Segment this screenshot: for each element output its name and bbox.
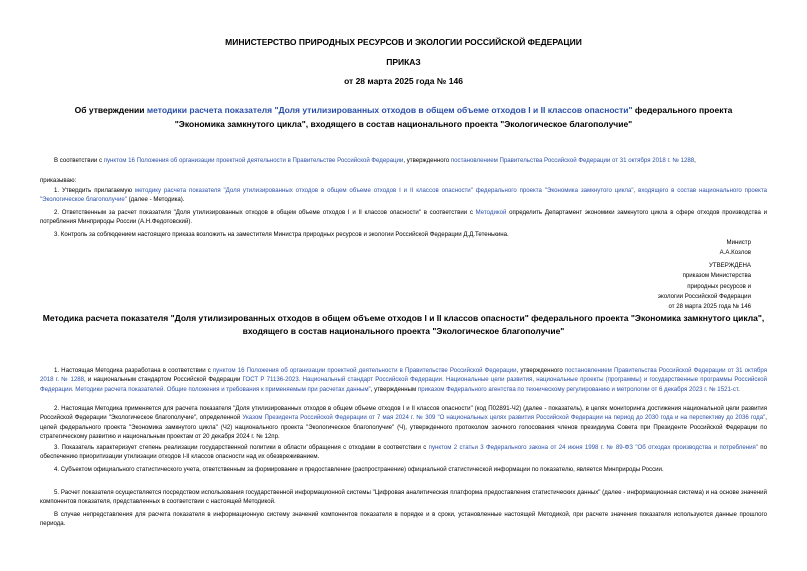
- methodology-item-1-link-gost[interactable]: ГОСТ Р 71136-2023. Национальный стандарт Российской Федерации. Национальные цели развития, национальные проекты (программы) и государственные программы Российской Федерации. Методики расчета показателей. Общие положения и требования к применяемым при расчетах данным": [40, 376, 767, 393]
- order-item-2-text-b: определить Департамент экономики замкнутого цикла в сфере отходов производства и потребления Минприроды России (А.Н.Федотовский).: [40, 209, 768, 226]
- doc-type-heading: ПРИКАЗ: [386, 57, 421, 67]
- order-item-1: [40, 186, 767, 205]
- preamble-link-decree[interactable]: постановлением Правительства Российской Федерации от 31 октября 2018 г. № 1288: [450, 157, 695, 164]
- signature-position: Министр: [726, 239, 751, 246]
- approval-line-2: приказом Министерства: [682, 272, 751, 280]
- methodology-item-1: [40, 366, 767, 394]
- approval-line-3: природных ресурсов и: [687, 282, 751, 290]
- methodology-item-5: 5. Расчет показателя осуществляется посредством использования государственной информационной системы "Цифровая аналитическая платформа предоставления статистических данных" (далее - информационная система) и на основе значений компонентов показателя, представленных в соответствии с настоящей Методикой.: [40, 489, 767, 506]
- order-item-1-text-b: (далее - Методика).: [126, 196, 185, 204]
- order-item-1-link[interactable]: методику расчета показателя "Доля утилизированных отходов в общем объеме отходов I и II классов опасности" федерального проекта "Экономика замкнутого цикла", входящего в состав национального проекта "Экологическое благополучие": [40, 187, 767, 204]
- date-number-heading: от 28 марта 2025 года № 146: [344, 76, 463, 86]
- approval-line-1: УТВЕРЖДЕНА: [708, 262, 751, 269]
- approval-line-4: экологии Российской Федерации: [657, 292, 751, 300]
- methodology-item-1-link-order[interactable]: приказом Федерального агентства по техническому регулированию и метрологии от 6 декабря 2023 г. № 1521-ст: [417, 385, 739, 393]
- methodology-item-2-text-b: , целей федерального проекта "Экономика замкнутого цикла" (Ч2) национального проекта "Экологическое благополучие" (Ч), утвержденного протоколом заочного голосования членов президиума Совета при Президенте Российской Федерации по стратегическому развитию и национальным проектам от 20 декабря 2024 г. № 12пр.: [40, 414, 767, 440]
- order-word: приказываю:: [40, 177, 77, 184]
- order-item-2: [40, 208, 767, 227]
- order-item-1-text-a: 1. Утвердить прилагаемую: [54, 187, 135, 194]
- signature-block: [491, 238, 751, 259]
- order-title-prefix: Об утверждении: [74, 105, 147, 115]
- preamble-link-regulation[interactable]: пунктом 16 Положения об организации проектной деятельности в Правительстве Российской Федерации: [103, 157, 404, 164]
- preamble-text-b: , утвержденного: [403, 157, 451, 164]
- preamble-text-a: В соответствии с: [54, 157, 104, 164]
- approval-line-5: от 28 марта 2025 года № 146: [668, 303, 751, 311]
- order-title-suffix: федерального проекта "Экономика замкнутого цикла", входящего в состав национального проекта "Экологическое благополучие": [174, 105, 733, 129]
- ministry-heading: МИНИСТЕРСТВО ПРИРОДНЫХ РЕСУРСОВ И ЭКОЛОГИИ РОССИЙСКОЙ ФЕДЕРАЦИИ: [225, 37, 582, 47]
- approval-block: [491, 261, 751, 312]
- order-title: [60, 103, 747, 131]
- methodology-item-3: [40, 443, 767, 462]
- methodology-item-3-link-law[interactable]: пунктом 2 статьи 3 Федерального закона от 24 июня 1998 г. № 89-ФЗ "Об отходах производства и потребления": [428, 444, 758, 451]
- order-title-link[interactable]: методики расчета показателя "Доля утилизированных отходов в общем объеме отходов I и II классов опасности": [146, 105, 633, 115]
- methodology-item-2-text-a: 2. Настоящая Методика применяется для расчета показателя "Доля утилизированных отходов в общем объеме отходов I и II классов опасности" (код П02891-Ч2) (далее - показатель), в целях мониторинга достижения национальной цели развития Российской Федерации "Экологическое благополучие", определенной: [40, 405, 767, 422]
- methodology-item-3-text-a: 3. Показатель характеризует степень реализации государственной политики в области обращения с отходами в соответствии с: [54, 444, 429, 451]
- preamble-paragraph: [40, 156, 767, 165]
- methodology-item-1-text-d: , утвержденным: [370, 385, 418, 393]
- methodology-item-1-text-a: 1. Настоящая Методика разработана в соответствии с: [54, 367, 213, 374]
- methodology-item-1-link-regulation[interactable]: пунктом 16 Положения об организации проектной деятельности в Правительстве Российской Федерации: [212, 367, 517, 374]
- methodology-item-3-text-b: по обеспечению приоритизации утилизации отходов I-II классов опасности над их обезвреживанием.: [40, 444, 767, 461]
- methodology-item-2-link-decree[interactable]: Указом Президента Российской Федерации от 7 мая 2024 г. № 309 "О национальных целях развития Российской Федерации на период до 2030 года и на перспективу до 2036 года": [242, 414, 766, 422]
- order-item-3: 3. Контроль за соблюдением настоящего приказа возложить на заместителя Министра природных ресурсов и экологии Российской Федерации Д.Д.Тетенькина.: [54, 231, 509, 238]
- methodology-item-1-text-c: , и национальным стандартом Российской Федерации: [84, 376, 243, 384]
- methodology-title: Методика расчета показателя "Доля утилизированных отходов в общем объеме отходов I и II классов опасности" федерального проекта "Экономика замкнутого цикла", входящего в состав национального проекта "Экологическое благополучие": [42, 313, 765, 336]
- order-item-2-link[interactable]: Методикой: [475, 209, 507, 216]
- methodology-item-4: 4. Субъектом официального статистического учета, ответственным за формирование и предоставление (распространение) официальной статистической информации по показателю, является Минприроды России.: [54, 466, 664, 473]
- methodology-item-1-text-e: .: [738, 385, 740, 393]
- order-item-2-text-a: 2. Ответственным за расчет показателя "Доля утилизированных отходов в общем объеме отходов I и II классов опасности" в соответствии с: [54, 209, 476, 216]
- methodology-item-2: [40, 404, 767, 441]
- signature-name: А.А.Козлов: [719, 249, 751, 257]
- methodology-item-6: В случае непредставления для расчета показателя в информационную систему значений компонентов показателя в порядке и в сроки, установленные настоящей Методикой, при расчете значения показателя используются данные прошлого периода.: [40, 511, 767, 528]
- methodology-item-1-link-decree[interactable]: постановлением Правительства Российской Федерации от 31 октября 2018 г. № 1288: [40, 367, 767, 384]
- preamble-text-c: ,: [694, 157, 696, 164]
- methodology-item-1-text-b: , утвержденного: [516, 367, 565, 374]
